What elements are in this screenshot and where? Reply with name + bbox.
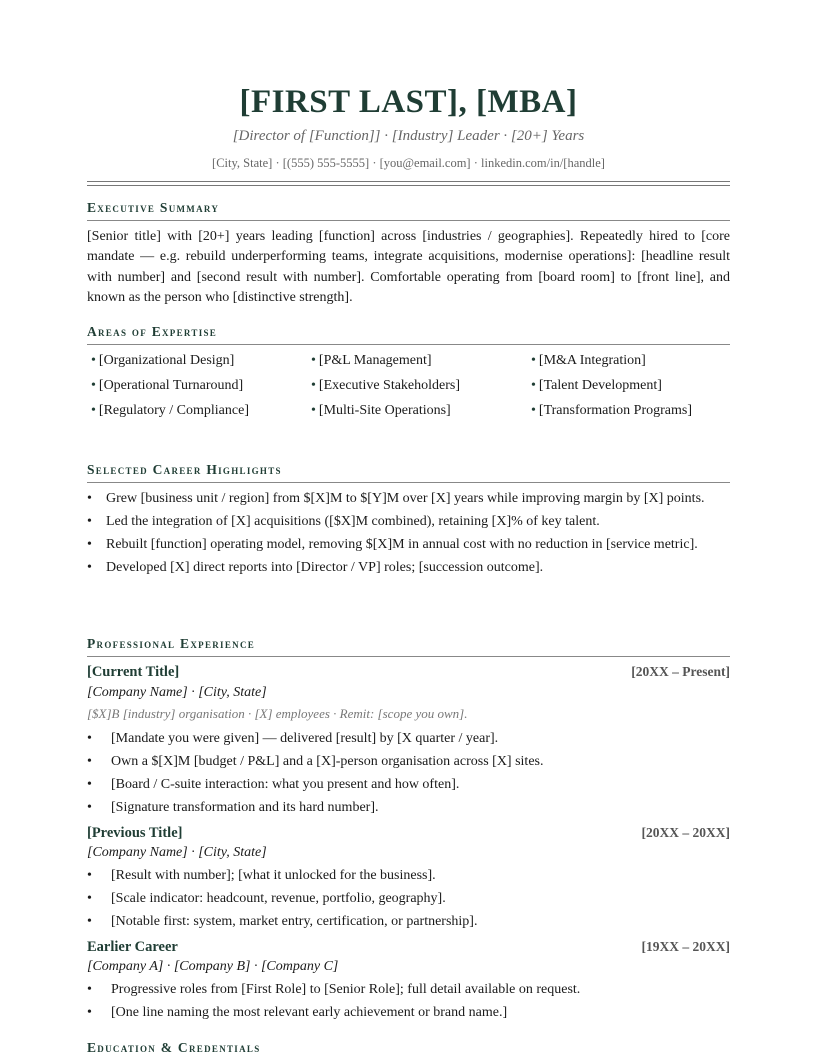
section-title-professional-experience: Professional Experience bbox=[87, 636, 730, 657]
contact-line: [City, State] · [(555) 555-5555] · [you@email.com] · linkedin.com/in/[handle] bbox=[212, 156, 605, 170]
highlight-item: • Developed [X] direct reports into [Director / VP] roles; [succession outcome]. bbox=[87, 558, 730, 578]
executive-summary-text: [Senior title] with [20+] years leading [function] across [industries / geographies]. Repeatedly hired to [core mandate — e.g. rebuild underperforming teams, integrate acquisitions, modernise operations]: [headline result with number] and [second result with number]. Comfortable operating from [board room] to [front line], and known as the person who [distinctive strength]. bbox=[87, 229, 730, 305]
job-bullet-item: • [Board / C-suite interaction: what you present and how often]. bbox=[87, 773, 730, 796]
expertise-item: • [Multi-Site Operations] bbox=[311, 403, 451, 418]
job-bullet-item: • [One line naming the most relevant early achievement or brand name.] bbox=[87, 1001, 730, 1024]
expertise-item: • [Executive Stakeholders] bbox=[311, 378, 461, 393]
job-bullet-item: • [Signature transformation and its hard number]. bbox=[87, 796, 730, 819]
job-dates: [20XX – Present] bbox=[631, 664, 730, 679]
bullet-icon: • bbox=[87, 868, 92, 883]
job-company: [Company Name] · [City, State] bbox=[87, 845, 267, 860]
job-bullet-item: • [Scale indicator: headcount, revenue, portfolio, geography]. bbox=[87, 887, 730, 910]
expertise-item: • [Operational Turnaround] bbox=[91, 378, 244, 393]
candidate-tagline: [Director of [Function]] · [Industry] Leader · [20+] Years bbox=[232, 128, 585, 144]
section-title-executive-summary: Executive Summary bbox=[87, 200, 730, 221]
bullet-icon: • bbox=[87, 537, 92, 552]
bullet-icon: • bbox=[311, 403, 316, 418]
candidate-name: [FIRST LAST], [MBA] bbox=[239, 84, 578, 120]
bullet-icon: • bbox=[531, 403, 536, 418]
job-bullet-item: • [Notable first: system, market entry, certification, or partnership]. bbox=[87, 910, 730, 933]
bullet-icon: • bbox=[531, 353, 536, 368]
expertise-item: • [Organizational Design] bbox=[91, 353, 235, 368]
bullet-icon: • bbox=[87, 754, 92, 769]
bullet-icon: • bbox=[87, 491, 92, 506]
expertise-item: • [Regulatory / Compliance] bbox=[91, 403, 249, 418]
bullet-icon: • bbox=[87, 777, 92, 792]
bullet-icon: • bbox=[91, 378, 96, 393]
highlights-list bbox=[87, 489, 730, 578]
job-bullet-item: • [Result with number]; [what it unlocked for the business]. bbox=[87, 864, 730, 887]
job-bullets bbox=[87, 978, 730, 1024]
job-scope-note: [$X]B [industry] organisation · [X] employees · Remit: [scope you own]. bbox=[87, 706, 468, 721]
header-divider-secondary bbox=[87, 185, 730, 186]
bullet-icon: • bbox=[311, 353, 316, 368]
expertise-item: • [Transformation Programs] bbox=[531, 403, 692, 418]
job-bullets bbox=[87, 864, 730, 933]
highlight-item: • Led the integration of [X] acquisitions ([$X]M combined), retaining [X]% of key talent. bbox=[87, 512, 730, 532]
job-company: [Company Name] · [City, State] bbox=[87, 685, 267, 700]
job-title: [Current Title] bbox=[87, 664, 180, 680]
job-bullet-item: • Progressive roles from [First Role] to [Senior Role]; full detail available on request. bbox=[87, 978, 730, 1001]
bullet-icon: • bbox=[87, 560, 92, 575]
section-title-areas-of-expertise: Areas of Expertise bbox=[87, 324, 730, 345]
section-title-career-highlights: Selected Career Highlights bbox=[87, 462, 730, 483]
bullet-icon: • bbox=[91, 403, 96, 418]
job-dates: [20XX – 20XX] bbox=[641, 825, 730, 840]
expertise-item: • [Talent Development] bbox=[531, 378, 662, 393]
job-title: Earlier Career bbox=[87, 939, 178, 955]
bullet-icon: • bbox=[87, 514, 92, 529]
job-title: [Previous Title] bbox=[87, 825, 183, 841]
expertise-item: • [P&L Management] bbox=[311, 353, 432, 368]
highlight-item: • Grew [business unit / region] from $[X]M to $[Y]M over [X] years while improving margin by [X] points. bbox=[87, 489, 730, 509]
highlight-item: • Rebuilt [function] operating model, removing $[X]M in annual cost with no reduction in [service metric]. bbox=[87, 535, 730, 555]
bullet-icon: • bbox=[87, 914, 92, 929]
bullet-icon: • bbox=[87, 800, 92, 815]
bullet-icon: • bbox=[311, 378, 316, 393]
bullet-icon: • bbox=[531, 378, 536, 393]
expertise-item: • [M&A Integration] bbox=[531, 353, 646, 368]
job-bullet-item: • [Mandate you were given] — delivered [result] by [X quarter / year]. bbox=[87, 727, 730, 750]
bullet-icon: • bbox=[87, 731, 92, 746]
section-title-education: Education & Credentials bbox=[87, 1040, 261, 1055]
job-company: [Company A] · [Company B] · [Company C] bbox=[87, 959, 339, 974]
bullet-icon: • bbox=[87, 891, 92, 906]
bullet-icon: • bbox=[91, 353, 96, 368]
job-bullet-item: • Own a $[X]M [budget / P&L] and a [X]-person organisation across [X] sites. bbox=[87, 750, 730, 773]
bullet-icon: • bbox=[87, 1005, 92, 1020]
job-bullets bbox=[87, 727, 730, 819]
job-dates: [19XX – 20XX] bbox=[641, 939, 730, 954]
bullet-icon: • bbox=[87, 982, 92, 997]
header-divider bbox=[87, 181, 730, 182]
